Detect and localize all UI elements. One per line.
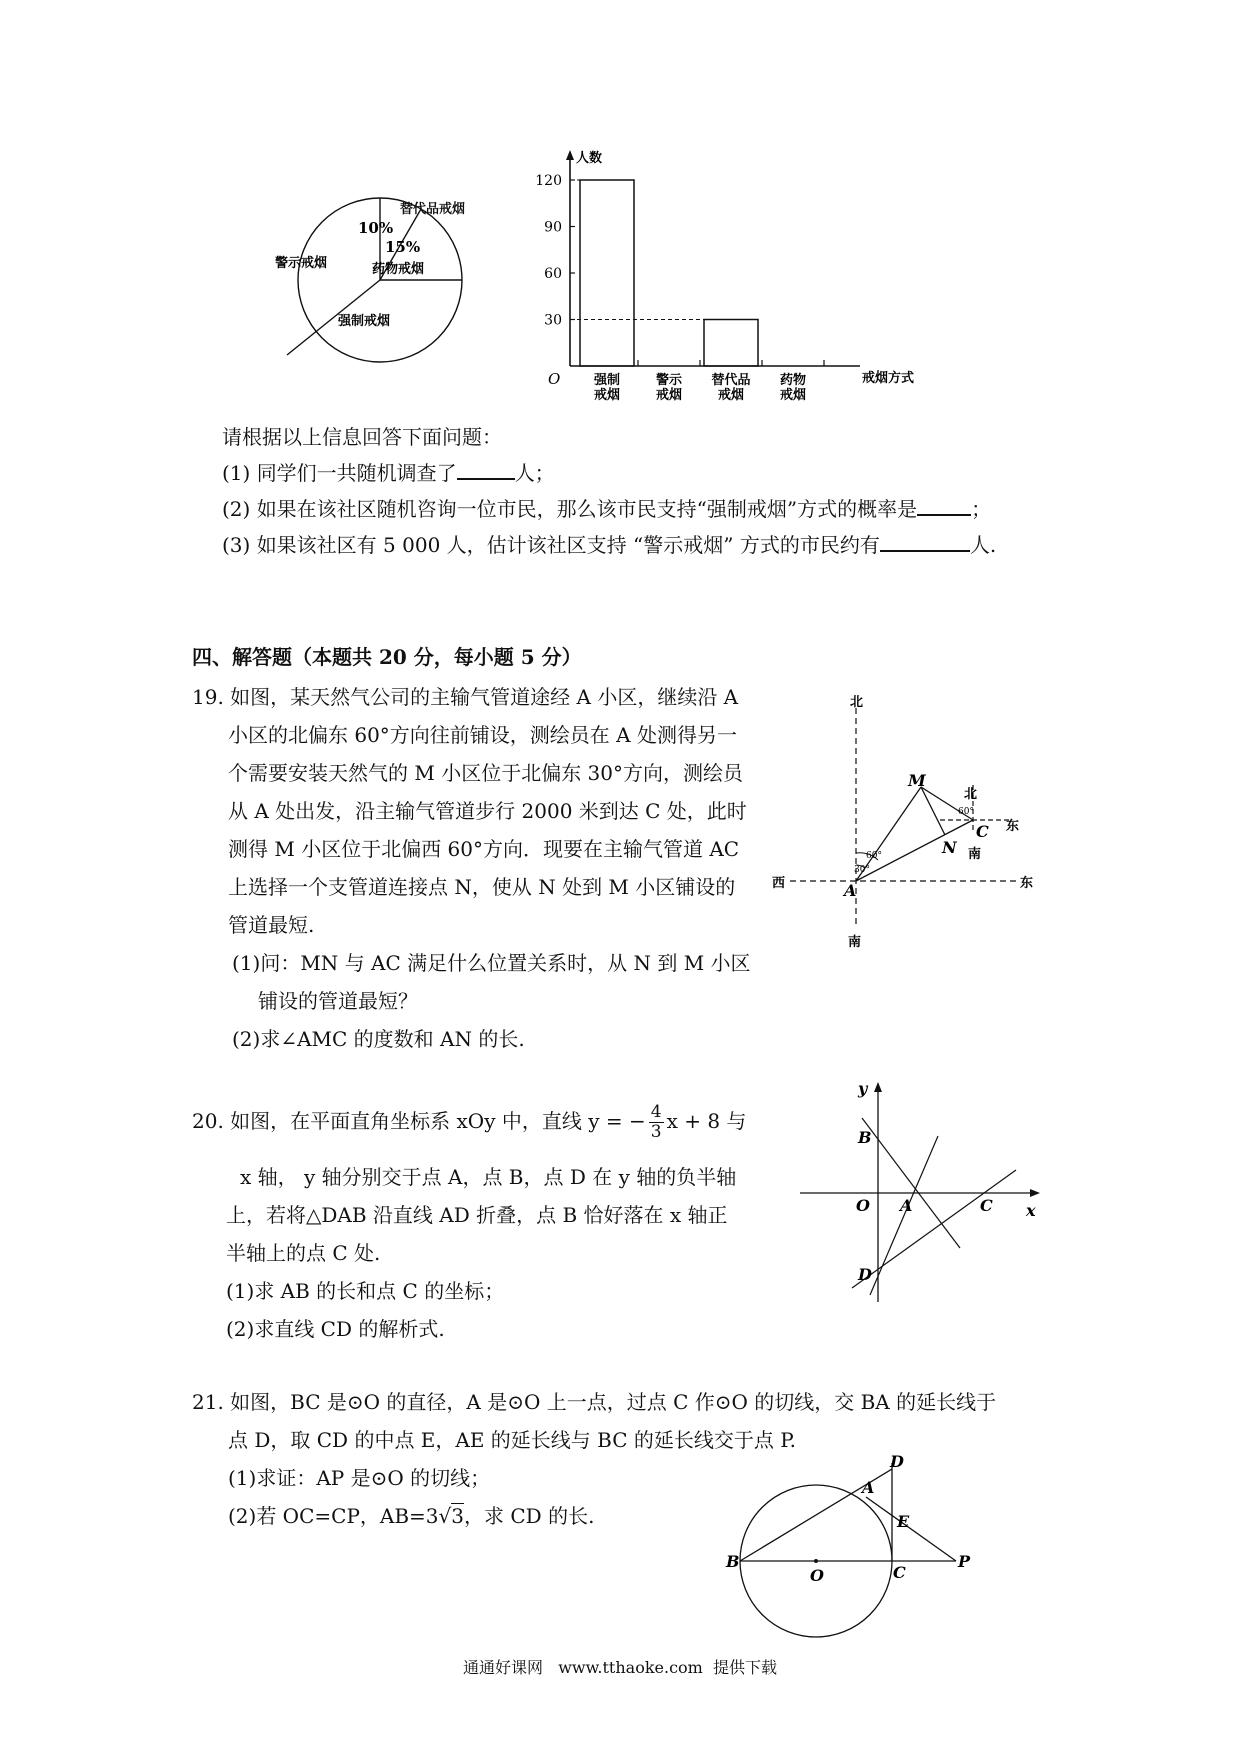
q20-line-AB <box>862 1118 960 1248</box>
q19-north: 北 <box>850 695 864 710</box>
q18-part1-blank[interactable] <box>457 456 515 480</box>
q18-part3 <box>222 528 996 562</box>
q19-point-N: N <box>942 838 957 857</box>
q20-frac-num: 4 <box>650 1102 662 1122</box>
q19-angle-60: 60° <box>866 851 882 861</box>
q20-line-4: 半轴上的点 C 处. <box>226 1241 381 1265</box>
q20-label-A: A <box>900 1196 913 1215</box>
bar-category-label: 警示 <box>655 373 683 388</box>
bar-category-label: 强制 <box>593 373 621 388</box>
q20-label-C: C <box>980 1196 993 1215</box>
q19-sub1-b: 铺设的管道最短？ <box>258 989 418 1013</box>
bar-x-label: 戒烟方式 <box>862 371 915 386</box>
q21-sub1: (1)求证：AP 是⊙O 的切线； <box>228 1466 491 1490</box>
q20-frac-den: 3 <box>650 1122 662 1142</box>
q21-label-D: D <box>890 1452 904 1471</box>
q19-east-c: 东 <box>1006 819 1020 834</box>
q20-line-AD <box>870 1136 938 1295</box>
q19-line-5: 测得 M 小区位于北偏西 60°方向．现要在主输气管道 AC <box>228 837 740 861</box>
q20-label-D: D <box>858 1265 872 1284</box>
q19-sub2: (2)求∠AMC 的度数和 AN 的长. <box>232 1027 525 1051</box>
q21-label-O: O <box>810 1566 824 1585</box>
q20-line-1-b: x + 8 与 <box>666 1109 747 1133</box>
q19-line-4: 从 A 处出发，沿主输气管道步行 2000 米到达 C 处，此时 <box>228 799 747 823</box>
q20-figure <box>800 1080 1060 1320</box>
q19-line-2: 小区的北偏东 60°方向往前铺设，测绘员在 A 处测得另一 <box>228 723 737 747</box>
bar-tick-label: 120 <box>535 173 562 189</box>
q21-line-1: 21. 如图，BC 是⊙O 的直径，A 是⊙O 上一点，过点 C 作⊙O 的切线，交 BA 的延长线于 <box>192 1390 997 1414</box>
q21-label-B: B <box>726 1552 740 1571</box>
q18-part2-blank[interactable] <box>917 492 971 516</box>
q19-text <box>192 678 751 1058</box>
bar-bars <box>570 180 758 366</box>
q21-line-AP <box>866 1497 956 1561</box>
q18-part3-text: (3) 如果该社区有 5 000 人，估计该社区支持 “警示戒烟” 方式的市民约有 <box>222 533 880 557</box>
q21-label-P: P <box>958 1552 971 1571</box>
q20-x-arrow <box>1030 1189 1040 1197</box>
q18-part2 <box>222 492 991 526</box>
q20-y-arrow <box>874 1082 882 1092</box>
q19-north-c: 北 <box>964 787 978 802</box>
q18-part2-end: ； <box>971 497 992 521</box>
bar-origin: O <box>548 370 561 388</box>
q19-point-C: C <box>976 822 989 841</box>
q20-fraction <box>649 1103 664 1142</box>
q21-sub2-b: ，求 CD 的长. <box>464 1504 595 1528</box>
q20-line-1-a: 20. 如图，在平面直角坐标系 xOy 中，直线 y = − <box>192 1109 646 1133</box>
bar-tick-label: 30 <box>544 312 562 329</box>
bar-tick-label: 60 <box>544 266 562 282</box>
bar-tick-label: 90 <box>544 219 562 236</box>
q18-part1 <box>222 456 555 490</box>
q20-line-2: x 轴， y 轴分别交于点 A，点 B，点 D 在 y 轴的负半轴 <box>240 1165 737 1189</box>
q21-label-A: A <box>862 1478 875 1497</box>
q19-line-1: 19. 如图，某天然气公司的主输气管道途经 A 小区，继续沿 A <box>192 685 739 709</box>
bar-y-label: 人数 <box>576 151 603 166</box>
bar-category-label: 戒烟 <box>593 388 621 403</box>
q20-label-y: y <box>858 1079 868 1098</box>
q21-label-E: E <box>897 1512 910 1531</box>
q18-intro: 请根据以上信息回答下面问题： <box>222 425 502 449</box>
q19-east: 东 <box>1020 876 1034 891</box>
q20-line-DC <box>852 1170 1016 1288</box>
q20-line-3: 上，若将△DAB 沿直线 AD 折叠，点 B 恰好落在 x 轴正 <box>226 1203 728 1227</box>
bar-rect <box>704 320 758 367</box>
q21-sub2-a: (2)若 OC=CP，AB=3 <box>228 1504 439 1528</box>
q21-sub2-root: 3 <box>451 1504 465 1528</box>
bar-axes <box>566 150 860 366</box>
q18-part1-end: 人； <box>514 461 555 485</box>
bar-ticks <box>535 173 575 329</box>
bar-chart <box>535 150 920 410</box>
bar-category-label: 替代品 <box>711 373 751 388</box>
q19-south-c: 南 <box>968 847 982 862</box>
q21-sqrt-sign: √ <box>438 1504 452 1528</box>
q19-figure <box>770 690 1070 960</box>
q20-text <box>226 1158 737 1348</box>
q21-label-C: C <box>893 1563 906 1582</box>
section-4-title: 四、解答题（本题共 20 分，每小题 5 分） <box>192 645 582 669</box>
q18-part3-end: 人. <box>969 533 997 557</box>
q18-part1-text: (1) 同学们一共随机调查了 <box>222 461 457 485</box>
q19-line-3: 个需要安装天然气的 M 小区位于北偏东 30°方向，测绘员 <box>228 761 743 785</box>
pie-label-substitute: 替代品戒烟 <box>400 202 466 217</box>
pie-pct-medicine: 15% <box>385 238 421 256</box>
q20-label-O: O <box>856 1196 870 1215</box>
q19-line-7: 管道最短. <box>228 913 315 937</box>
bar-rect <box>580 180 634 366</box>
pie-label-medicine: 药物戒烟 <box>372 262 425 277</box>
bar-category-label: 药物 <box>779 373 807 388</box>
q21-figure <box>726 1452 990 1645</box>
q19-sub1-a: (1)问：MN 与 AC 满足什么位置关系时，从 N 到 M 小区 <box>232 951 751 975</box>
q18-part3-blank[interactable] <box>880 528 970 552</box>
q19-line-6: 上选择一个支管道连接点 N，使从 N 处到 M 小区铺设的 <box>228 875 736 899</box>
q21-line-2: 点 D，取 CD 的中点 E，AE 的延长线与 BC 的延长线交于点 P. <box>228 1428 797 1452</box>
pie-label-warning: 警示戒烟 <box>275 256 328 271</box>
q18-part2-text: (2) 如果在该社区随机咨询一位市民，那么该市民支持“强制戒烟”方式的概率是 <box>222 497 918 521</box>
q20-label-x: x <box>1026 1201 1036 1220</box>
q20-sub1: (1)求 AB 的长和点 C 的坐标； <box>226 1279 505 1303</box>
q20-line-1 <box>192 1096 746 1146</box>
q19-point-M: M <box>908 771 926 790</box>
q19-west: 西 <box>772 876 786 891</box>
bar-category-label: 戒烟 <box>655 388 683 403</box>
q19-point-A: A <box>844 881 857 900</box>
bar-category-label: 戒烟 <box>779 388 807 403</box>
pie-label-forced: 强制戒烟 <box>338 314 391 329</box>
q19-south: 南 <box>848 935 862 950</box>
q21-center-dot <box>814 1559 818 1563</box>
q19-angle-60c: 60° <box>958 807 974 817</box>
bar-category-label: 戒烟 <box>717 388 745 403</box>
pie-chart <box>275 195 510 365</box>
page-footer: 通通好课网 www.tthaoke.com 提供下载 <box>462 1658 778 1677</box>
bar-y-arrow <box>566 150 574 160</box>
q20-label-B: B <box>858 1128 872 1147</box>
q20-sub2: (2)求直线 CD 的解析式. <box>226 1317 445 1341</box>
pie-pct-substitute: 10% <box>358 219 394 237</box>
q19-angle-30: 30° <box>854 865 870 875</box>
